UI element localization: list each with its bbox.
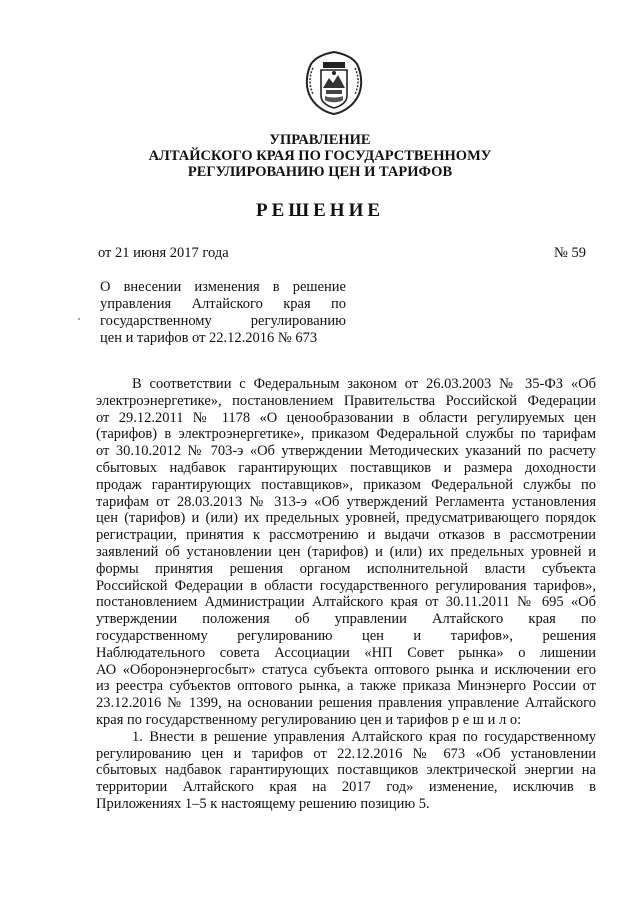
body-line: территории Алтайского края на 2017 год» изменение, исключив в [96, 779, 596, 796]
organization-name [60, 132, 580, 180]
subject-line: управления Алтайского края по [100, 296, 346, 312]
body-line: Приложениях 1–5 к настоящему решению позицию 5. [96, 795, 430, 812]
body-line: края по государственному регулированию цен и тарифов р е ш и л о: [96, 711, 522, 728]
subject-line: О внесении изменения в решение [100, 279, 346, 295]
body-line: от 29.12.2011 № 1178 «О ценообразовании в области регулируемых цен [96, 409, 596, 426]
body-line: постановлением Администрации Алтайского края от 30.11.2011 № 695 «Об [96, 594, 596, 611]
body-line: цен (тарифов) и (или) их предельных уровней, предусматривающего порядок [96, 510, 596, 527]
body-line: АО «Оборонэнергосбыт» статуса субъекта оптового рынка и исключении его [96, 661, 596, 678]
body-line: сбытовых надбавок гарантирующих поставщиков электрической энергии на [96, 762, 596, 779]
body-line: продаж гарантирующих поставщиков», приказом Федеральной службы по [96, 476, 596, 493]
body-line: утверждении положения об управлении Алтайского края по [96, 611, 596, 628]
body-line: формы принятия решения органом исполнительной власти субъекта [96, 560, 596, 577]
body-line: регулированию цен и тарифов от 22.12.2016 № 673 «Об установлении [96, 745, 596, 762]
org-line-1: УПРАВЛЕНИЕ [269, 132, 371, 148]
body-line: регистрации, принятия к рассмотрению и выдачи отказов в рассмотрении [96, 527, 596, 544]
body-line: от 30.10.2012 № 703-э «Об утверждении Методических указаний по расчету [96, 443, 596, 460]
body-line: 1. Внести в решение управления Алтайского края по государственному [132, 728, 596, 745]
body-line: Наблюдательного совета Ассоциации «НП Совет рынка» о лишении [96, 644, 596, 661]
document-type-title: РЕШЕНИЕ [255, 200, 385, 221]
coat-of-arms-icon [301, 50, 367, 116]
body-line: электроэнергетике», постановлением Правительства Российской Федерации [96, 392, 596, 409]
body-line: государственному регулированию цен и тарифов», решения [96, 627, 596, 644]
subject-block [100, 279, 346, 347]
org-line-3: РЕГУЛИРОВАНИЮ ЦЕН И ТАРИФОВ [187, 164, 453, 180]
document-body [96, 376, 596, 813]
document-number: № 59 [554, 245, 586, 261]
subject-line: цен и тарифов от 22.12.2016 № 673 [100, 330, 318, 346]
body-line: Российской Федерации в области государственного регулирования тарифов», [96, 577, 596, 594]
body-line: тарифам от 28.03.2013 № 313-э «Об утверждений Регламента установления [96, 493, 596, 510]
subject-line: государственному регулированию [100, 313, 346, 329]
document-date: от 21 июня 2017 года [98, 245, 229, 261]
org-line-2: АЛТАЙСКОГО КРАЯ ПО ГОСУДАРСТВЕННОМУ [148, 148, 492, 164]
body-line: сбытовых надбавок гарантирующих поставщиков и размера доходности [96, 459, 596, 476]
scan-speck [78, 318, 80, 320]
body-line: из реестра субъектов оптового рынка, а также приказа Минэнерго России от [96, 678, 596, 695]
body-line: (тарифов) в электроэнергетике», приказом Федеральной службы по тарифам [96, 426, 596, 443]
body-line: заявлений об установлении цен (тарифов) и (или) их предельных уровней и [96, 543, 596, 560]
body-line: 23.12.2016 № 1399, на основании решения правления управление Алтайского [96, 695, 596, 712]
body-line: В соответствии с Федеральным законом от 26.03.2003 № 35-ФЗ «Об [132, 376, 596, 392]
